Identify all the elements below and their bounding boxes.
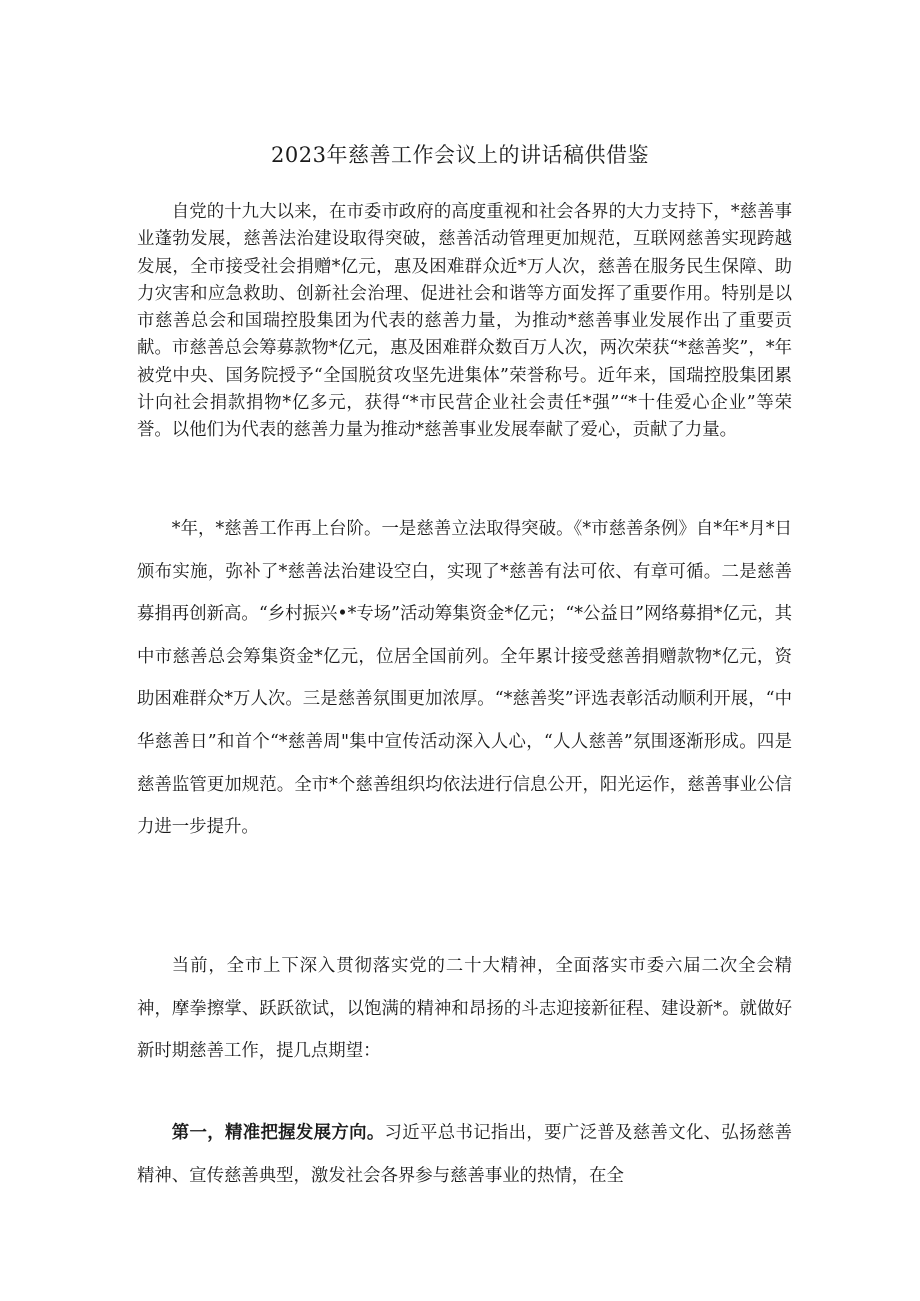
point-one-body: 习近平总书记指出，要广泛普及慈善文化、弘扬慈善精神、宣传慈善典型，激发社会各界参与慈善事业的热情，在全: [137, 1123, 792, 1186]
document-title: 2023年慈善工作会议上的讲话稿供借鉴: [271, 143, 649, 167]
paragraph-current-situation: 当前，全市上下深入贯彻落实党的二十大精神，全面落实市委六届二次全会精神，摩拳擦掌、跃跃欲试，以饱满的精神和昂扬的斗志迎接新征程、建设新*。就做好新时期慈善工作，提几点期望：: [137, 956, 792, 1062]
paragraph-point-one: [137, 1112, 792, 1197]
paragraph-annual-work: *年，*慈善工作再上台阶。一是慈善立法取得突破。《*市慈善条例》自*年*月*日颁布实施，弥补了*慈善法治建设空白，实现了*慈善有法可依、有章可循。二是慈善募捐再创新高。“乡村振兴•*专场”活动筹集资金*亿元；“*公益日”网络募捐*亿元，其中市慈善总会筹集资金*亿元，位居全国前列。全年累计接受慈善捐赠款物*亿元，资助困难群众*万人次。三是慈善氛围更加浓厚。“*慈善奖”评选表彰活动顺利开展，“中华慈善日”和首个“*慈善周"集中宣传活动深入人心，“人人慈善”氛围逐渐形成。四是慈善监管更加规范。全市*个慈善组织均依法进行信息公开，阳光运作，慈善事业公信力进一步提升。: [137, 519, 792, 838]
point-one-heading: 第一，精准把握发展方向。: [171, 1123, 385, 1143]
paragraph-achievements: 自党的十九大以来，在市委市政府的高度重视和社会各界的大力支持下，*慈善事业蓬勃发展，慈善法治建设取得突破，慈善活动管理更加规范，互联网慈善实现跨越发展，全市接受社会捐赠*亿元，惠及困难群众近*万人次，慈善在服务民生保障、助力灾害和应急救助、创新社会治理、促进社会和谐等方面发挥了重要作用。特别是以市慈善总会和国瑞控股集团为代表的慈善力量，为推动*慈善事业发展作出了重要贡献。市慈善总会筹募款物*亿元，惠及困难群众数百万人次，两次荣获“*慈善奖”，*年被党中央、国务院授予“全国脱贫攻坚先进集体”荣誉称号。近年来，国瑞控股集团累计向社会捐款捐物*亿多元，获得“*市民营企业社会责任*强”“*十佳爱心企业”等荣誉。以他们为代表的慈善力量为推动*慈善事业发展奉献了爱心，贡献了力量。: [137, 202, 792, 441]
